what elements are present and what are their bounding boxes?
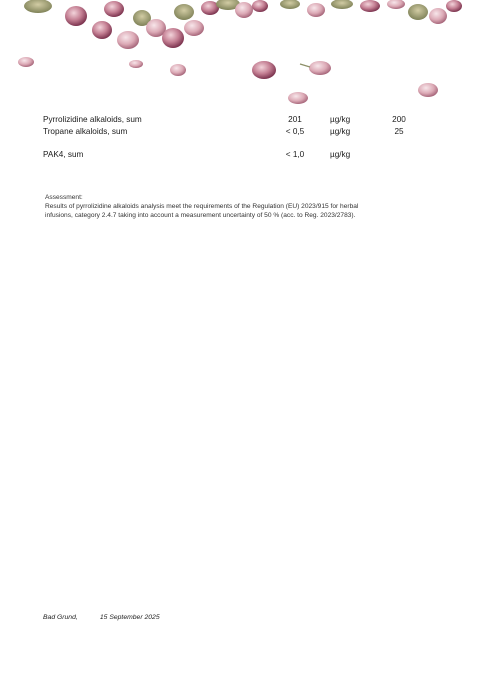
footer-place: Bad Grund, (43, 614, 78, 621)
table-row (43, 126, 443, 138)
result-unit: µg/kg (330, 126, 351, 136)
table-row (43, 114, 443, 126)
analyte-name: Tropane alkaloids, sum (43, 126, 128, 136)
table-row (43, 149, 443, 161)
rose-buds-illustration (8, 0, 464, 112)
result-value: 201 (288, 115, 302, 124)
assessment-text-line-1: Results of pyrrolizidine alkaloids analysis meet the requirements of the Regulation (EU) 2023/915 for herbal (45, 203, 359, 210)
analyte-name: Pyrrolizidine alkaloids, sum (43, 115, 142, 124)
analyte-name: PAK4, sum (43, 150, 84, 159)
result-value: < 0,5 (285, 126, 305, 136)
limit-value: 25 (394, 126, 404, 136)
limit-value: 200 (392, 115, 406, 124)
assessment-heading: Assessment: (45, 194, 83, 201)
result-unit: µg/kg (330, 115, 351, 124)
rose-buds-header-image (8, 0, 464, 112)
results-table (43, 114, 443, 161)
assessment-text-line-2: infusions, category 2.4.7 taking into account a measurement uncertainty of 50 % (acc. to Reg. 2023/2783). (45, 212, 356, 219)
result-unit: µg/kg (330, 150, 351, 159)
assessment-section (45, 193, 445, 220)
result-value: < 1,0 (285, 150, 305, 159)
footer-date: 15 September 2025 (99, 614, 160, 621)
signature-footer (43, 614, 160, 621)
